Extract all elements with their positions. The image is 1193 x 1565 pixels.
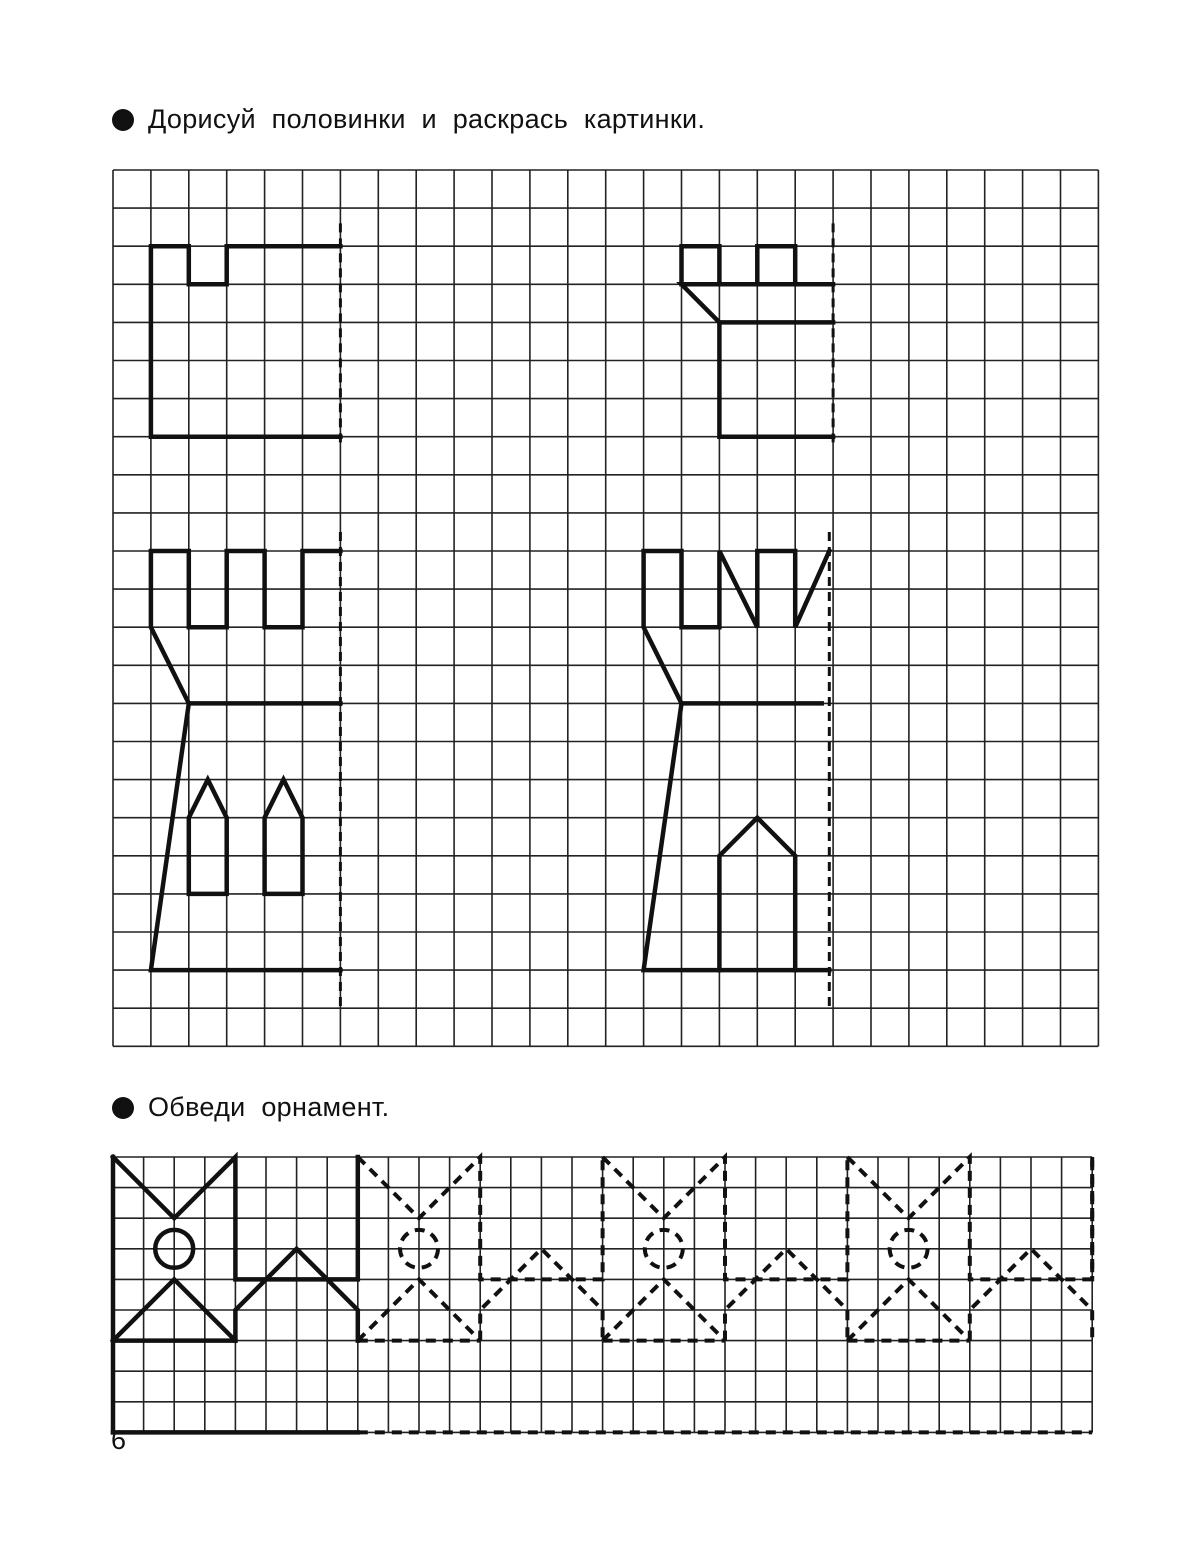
task-1-text: Дорисуй половинки и раскрась картинки. [148, 104, 706, 134]
page-number: 6 [111, 1425, 127, 1455]
task-2-text: Обведи орнамент. [148, 1092, 390, 1122]
